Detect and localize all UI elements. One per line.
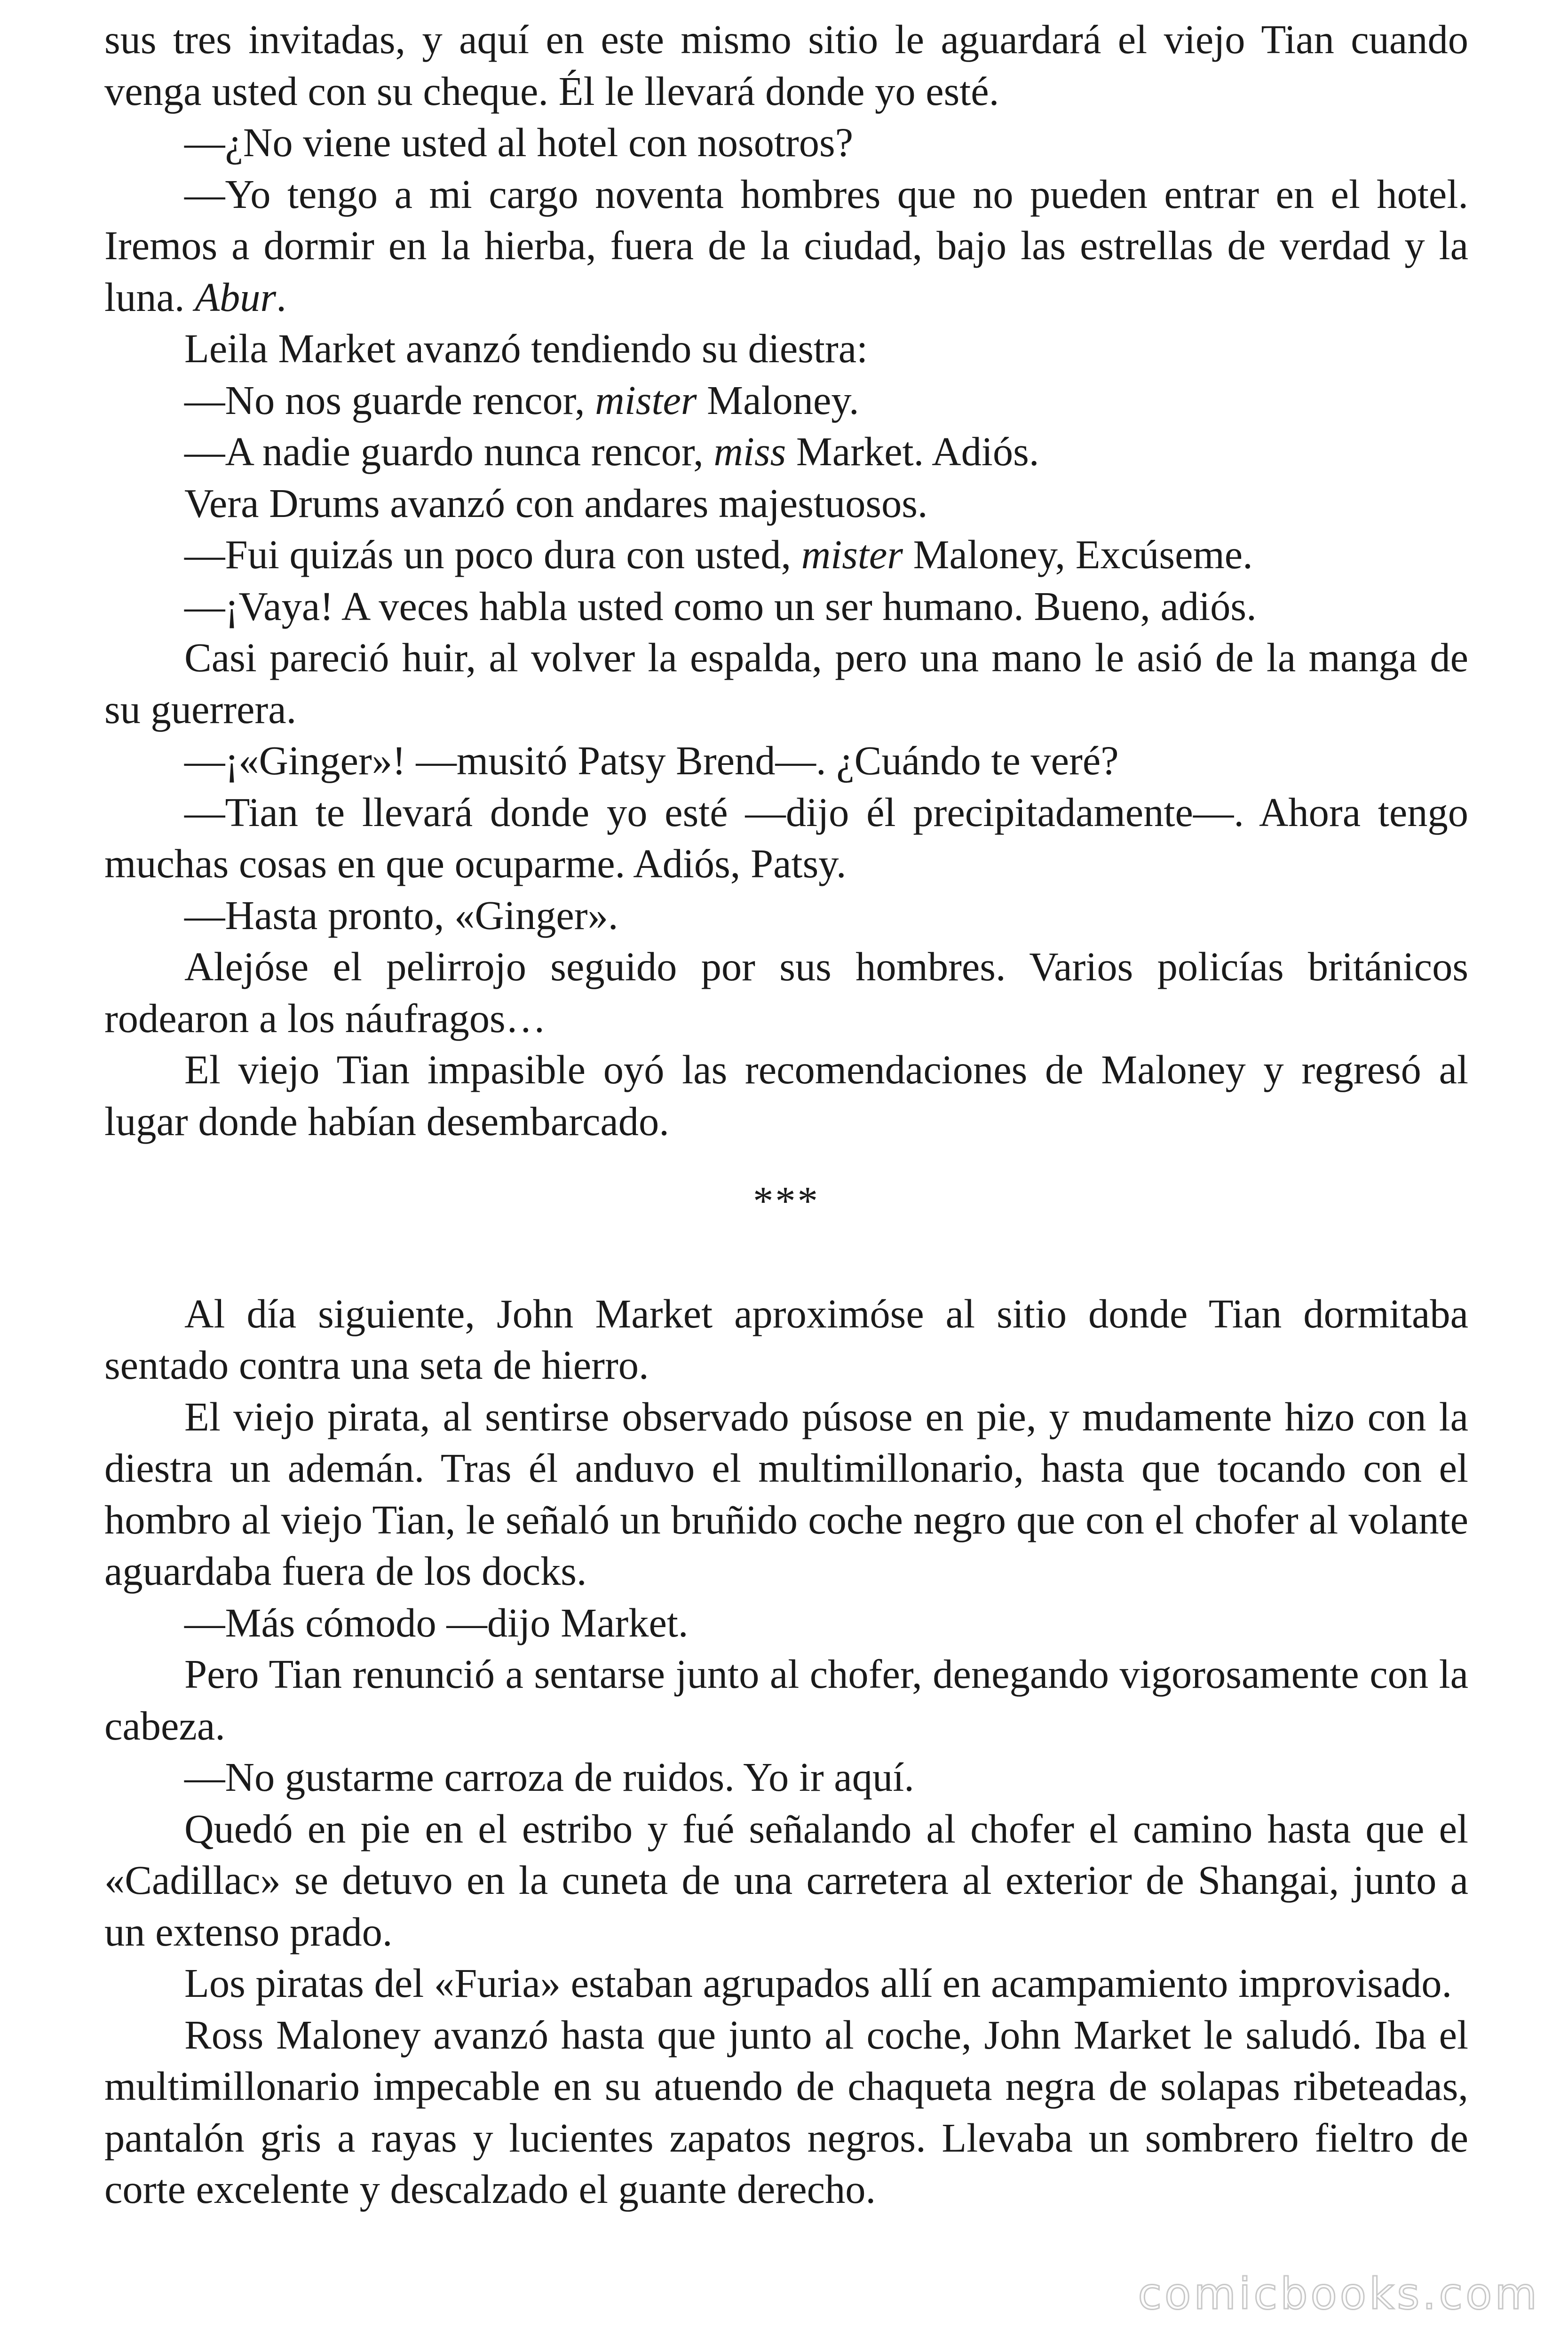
paragraph: —Tian te llevará donde yo esté —dijo él precipitadamente—. Ahora tengo muchas cosas en que ocuparme. Adiós, Patsy. [104,789,1468,886]
paragraph: Quedó en pie en el estribo y fué señalando al chofer el camino hasta que el «Cadillac» se detuvo en la cuneta de una carretera al exterior de Shangai, junto a un extenso prado. [104,1806,1468,1955]
section-separator: *** [753,1178,820,1224]
paragraph: —A nadie guardo nunca rencor, miss Market. Adiós. [184,429,1039,474]
paragraph: Pero Tian renunció a sentarse junto al chofer, denegando vigorosamente con la cabeza. [104,1652,1468,1748]
paragraph: —¡«Ginger»! —musitó Patsy Brend—. ¿Cuándo te veré? [184,738,1119,783]
paragraph: —Más cómodo —dijo Market. [184,1600,689,1645]
paragraph: El viejo Tian impasible oyó las recomendaciones de Maloney y regresó al lugar donde habían desembarcado. [104,1047,1468,1144]
paragraph: Leila Market avanzó tendiendo su diestra: [184,326,868,371]
paragraph: Al día siguiente, John Market aproximóse al sitio donde Tian dormitaba sentado contra una seta de hierro. [104,1291,1468,1388]
document-page [104,14,1468,2216]
paragraph: —Fui quizás un poco dura con usted, mister Maloney, Excúseme. [184,532,1253,577]
paragraph: Casi pareció huir, al volver la espalda, pero una mano le asió de la manga de su guerrera. [104,635,1468,732]
paragraph: Ross Maloney avanzó hasta que junto al coche, John Market le saludó. Iba el multimillonario impecable en su atuendo de chaqueta negra de solapas ribeteadas, pantalón gris a rayas y lucientes zapatos negros. Llevaba un sombrero fieltro de corte excelente y descalzado el guante derecho. [104,2012,1468,2212]
paragraph: —No nos guarde rencor, mister Maloney. [184,377,859,423]
paragraph: sus tres invitadas, y aquí en este mismo sitio le aguardará el viejo Tian cuando venga usted con su cheque. Él le llevará donde yo esté. [104,17,1468,114]
paragraph: —Hasta pronto, «Ginger». [184,892,618,938]
paragraph: —¿No viene usted al hotel con nosotros? [184,120,854,165]
paragraph: Los piratas del «Furia» estaban agrupados allí en acampamiento improvisado. [184,1961,1452,2006]
paragraph: —Yo tengo a mi cargo noventa hombres que no pueden entrar en el hotel. Iremos a dormir en la hierba, fuera de la ciudad, bajo las estrellas de verdad y la luna. Abur. [104,171,1468,320]
paragraph: Vera Drums avanzó con andares majestuosos. [184,480,928,526]
paragraph: El viejo pirata, al sentirse observado púsose en pie, y mudamente hizo con la diestra un ademán. Tras él anduvo el multimillonario, hasta que tocando con el hombro al viejo Tian, le señaló un bruñido coche negro que con el chofer al volante aguardaba fuera de los docks. [104,1394,1468,1594]
watermark: comicbooks.com [1138,2269,1540,2319]
paragraph: Alejóse el pelirrojo seguido por sus hombres. Varios policías británicos rodearon a los náufragos… [104,944,1468,1041]
paragraph: —¡Vaya! A veces habla usted como un ser humano. Bueno, adiós. [184,583,1257,629]
paragraph: —No gustarme carroza de ruidos. Yo ir aquí. [184,1755,914,1800]
